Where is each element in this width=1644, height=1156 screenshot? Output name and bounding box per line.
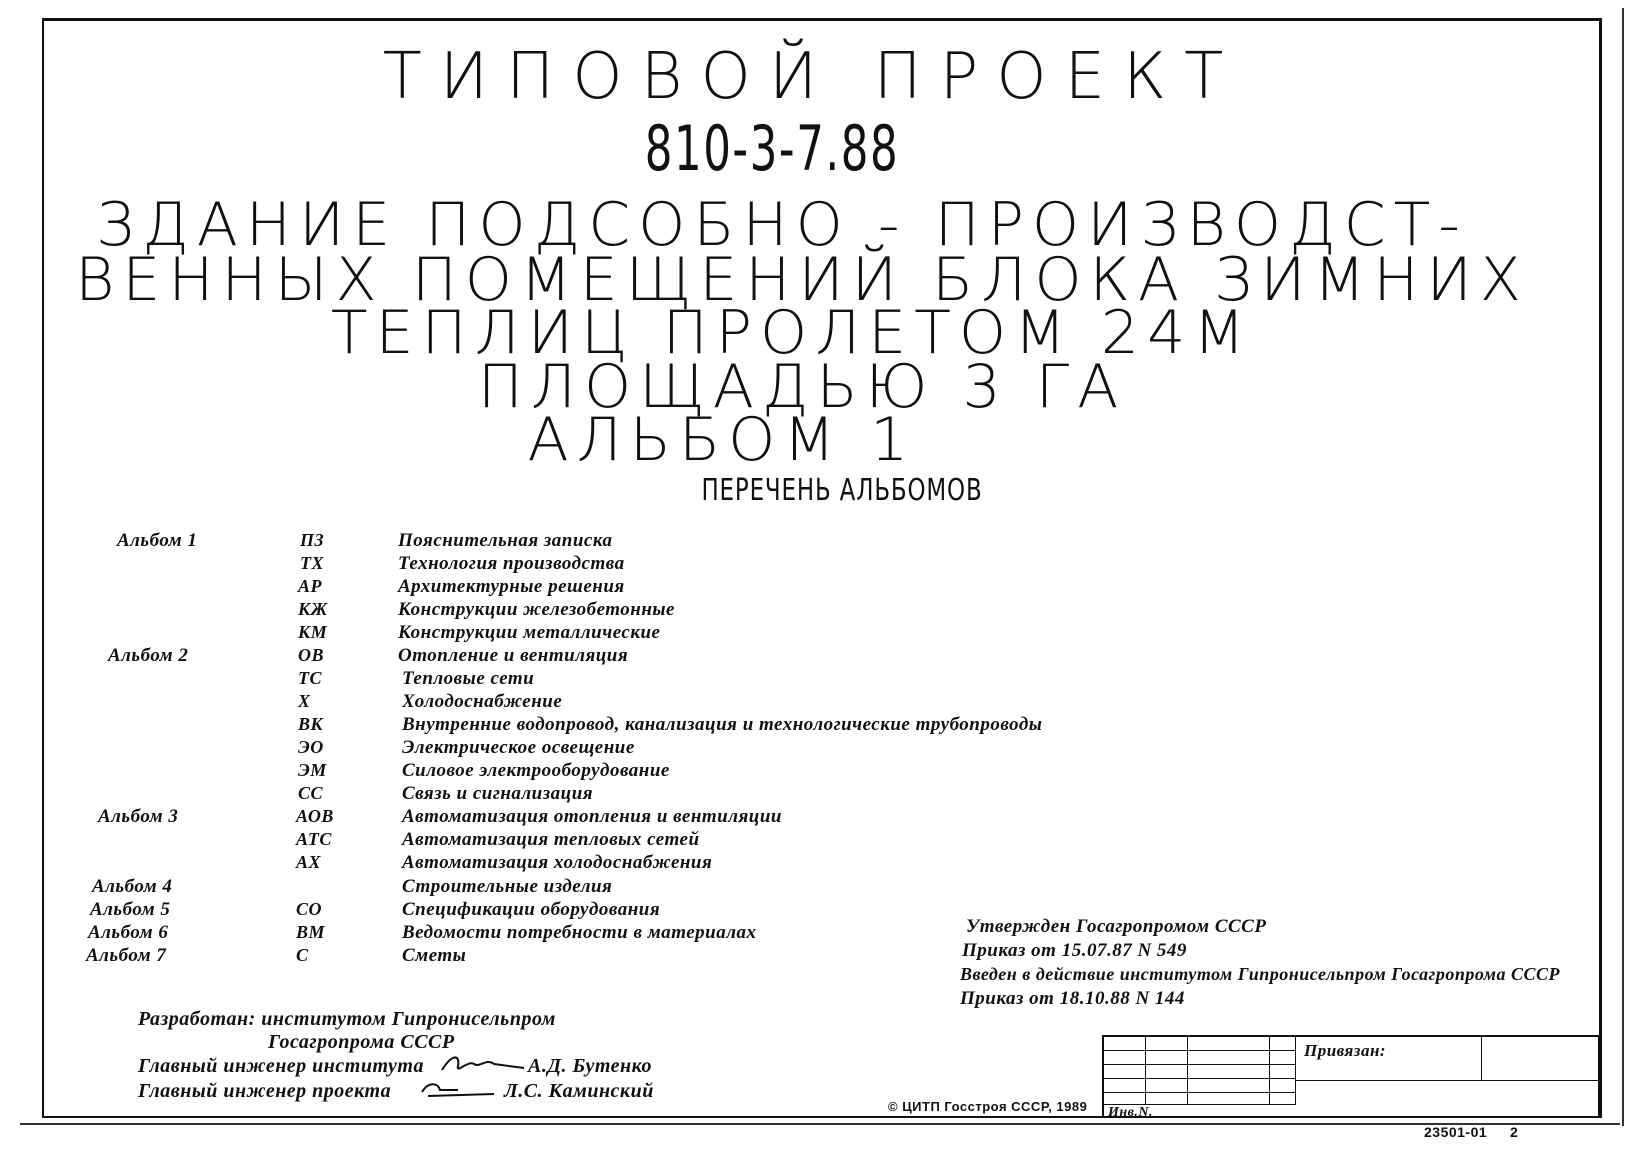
stamp-inv-label: Инв.N. — [1108, 1105, 1154, 1120]
developer-org: Госагропрома СССР — [268, 1031, 455, 1053]
stamp-cell — [1146, 1079, 1188, 1093]
section-title: Автоматизация тепловых сетей — [402, 829, 700, 850]
section-title: Автоматизация отопления и вентиляции — [402, 806, 782, 827]
section-title: Отопление и вентиляция — [398, 645, 629, 666]
stamp-cell — [1188, 1093, 1270, 1105]
section-code: КМ — [298, 622, 328, 642]
stamp-cell — [1188, 1051, 1270, 1065]
section-code: Х — [298, 691, 311, 711]
section-code: ВМ — [296, 922, 326, 942]
stamp-cell — [1146, 1051, 1188, 1065]
stamp-cell — [1270, 1079, 1296, 1093]
stamp-cell — [1104, 1065, 1146, 1079]
section-code: ПЗ — [300, 530, 325, 550]
section-code: АР — [298, 576, 323, 596]
signature-icon — [418, 1078, 498, 1102]
project-engineer-label: Главный инженер проекта — [138, 1080, 392, 1102]
section-code: АХ — [296, 852, 322, 872]
project-number: 810-3-7.88 — [644, 112, 900, 185]
stamp-cell — [1188, 1037, 1270, 1051]
section-title: Силовое электрооборудование — [402, 760, 670, 781]
stamp-cell — [1146, 1065, 1188, 1079]
section-code: СО — [296, 899, 323, 919]
enactment-order: Приказ от 18.10.88 N 144 — [960, 988, 1185, 1009]
stamp-cell — [1104, 1037, 1146, 1051]
section-title: Технология производства — [398, 553, 625, 574]
section-title: Сметы — [402, 945, 467, 966]
section-title: Внутренние водопровод, канализация и технологические трубопроводы — [402, 714, 1043, 735]
developer-line: Разработан: институтом Гипронисельпром — [138, 1008, 556, 1030]
section-code: ТС — [298, 668, 323, 688]
project-name-line-4: ПЛОЩАДЬЮ 3 ГА — [477, 352, 1127, 422]
section-title: Спецификации оборудования — [402, 899, 661, 920]
stamp-cell — [1270, 1051, 1296, 1065]
enactment-line: Введен в действие институтом Гипронисельпром Госагропрома СССР — [960, 964, 1560, 984]
album-label: Альбом 2 — [108, 645, 189, 666]
section-code: СС — [298, 783, 324, 803]
section-title: Конструкции металлические — [398, 622, 661, 643]
chief-engineer-name: А.Д. Бутенко — [528, 1055, 652, 1077]
album-label: Альбом 4 — [92, 876, 173, 897]
section-title: Холодоснабжение — [402, 691, 563, 712]
album-label: Альбом 5 — [90, 899, 171, 920]
section-code: ОВ — [298, 645, 325, 665]
album-label: Альбом 3 — [98, 806, 179, 827]
album-list-title: ПЕРЕЧЕНЬ АЛЬБОМОВ — [701, 473, 983, 508]
sheet-number: 2 — [1510, 1124, 1519, 1140]
section-code: ЭМ — [298, 760, 327, 780]
section-title: Конструкции железобетонные — [398, 599, 675, 620]
outer-border-right — [1622, 8, 1624, 1126]
stamp-cell — [1270, 1037, 1296, 1051]
stamp-cell — [1104, 1051, 1146, 1065]
section-title: Архитектурные решения — [398, 576, 625, 597]
stamp-cell — [1270, 1093, 1296, 1105]
section-title: Ведомости потребности в материалах — [402, 922, 757, 943]
approval-order: Приказ от 15.07.87 N 549 — [962, 940, 1187, 961]
stamp-bound-label: Привязан: — [1304, 1041, 1387, 1060]
section-title: Строительные изделия — [402, 876, 613, 897]
outer-border-bottom — [20, 1123, 1620, 1125]
stamp-cell — [1188, 1065, 1270, 1079]
stamp-empty-cell — [1296, 1081, 1599, 1118]
chief-engineer-label: Главный инженер института — [138, 1055, 424, 1077]
album-label: Альбом 7 — [86, 945, 167, 966]
stamp-cell — [1104, 1079, 1146, 1093]
section-title: Связь и сигнализация — [402, 783, 594, 804]
approval-line: Утвержден Госагропромом СССР — [966, 916, 1267, 937]
stamp-cell — [1146, 1037, 1188, 1051]
project-engineer-name: Л.С. Каминский — [504, 1080, 654, 1102]
project-name-line-3: ТЕПЛИЦ ПРОЛЕТОМ 24М — [330, 298, 1254, 368]
section-title: Электрическое освещение — [402, 737, 635, 758]
document-number: 23501-01 — [1424, 1124, 1488, 1140]
section-code: АТС — [296, 829, 332, 849]
stamp-bound-value-cell — [1482, 1037, 1599, 1081]
title-block-stamp — [1102, 1035, 1600, 1118]
stamp-cell — [1270, 1065, 1296, 1079]
section-title: Автоматизация холодоснабжения — [402, 852, 713, 873]
album-label: Альбом 6 — [88, 922, 169, 943]
project-name-line-1: ЗДАНИЕ ПОДСОБНО - ПРОИЗВОДСТ- — [96, 190, 1468, 260]
section-code: ВК — [298, 714, 324, 734]
section-code: КЖ — [298, 599, 328, 619]
section-code: С — [296, 945, 309, 965]
album-label: Альбом 1 — [117, 530, 198, 551]
signature-icon — [438, 1052, 526, 1078]
stamp-cell — [1104, 1093, 1146, 1105]
section-title: Тепловые сети — [402, 668, 535, 689]
section-title: Пояснительная записка — [398, 530, 613, 551]
stamp-cell — [1188, 1079, 1270, 1093]
copyright-notice: © ЦИТП Госстроя СССР, 1989 — [888, 1099, 1088, 1114]
section-code: АОВ — [296, 806, 334, 826]
section-code: ТХ — [300, 553, 325, 573]
stamp-cell — [1146, 1093, 1188, 1105]
project-type-title: ТИПОВОЙ ПРОЕКТ — [382, 40, 1242, 114]
project-name-line-2: ВЕННЫХ ПОМЕЩЕНИЙ БЛОКА ЗИМНИХ — [75, 245, 1529, 315]
album-number: АЛЬБОМ 1 — [527, 405, 917, 475]
section-code: ЭО — [298, 737, 324, 757]
